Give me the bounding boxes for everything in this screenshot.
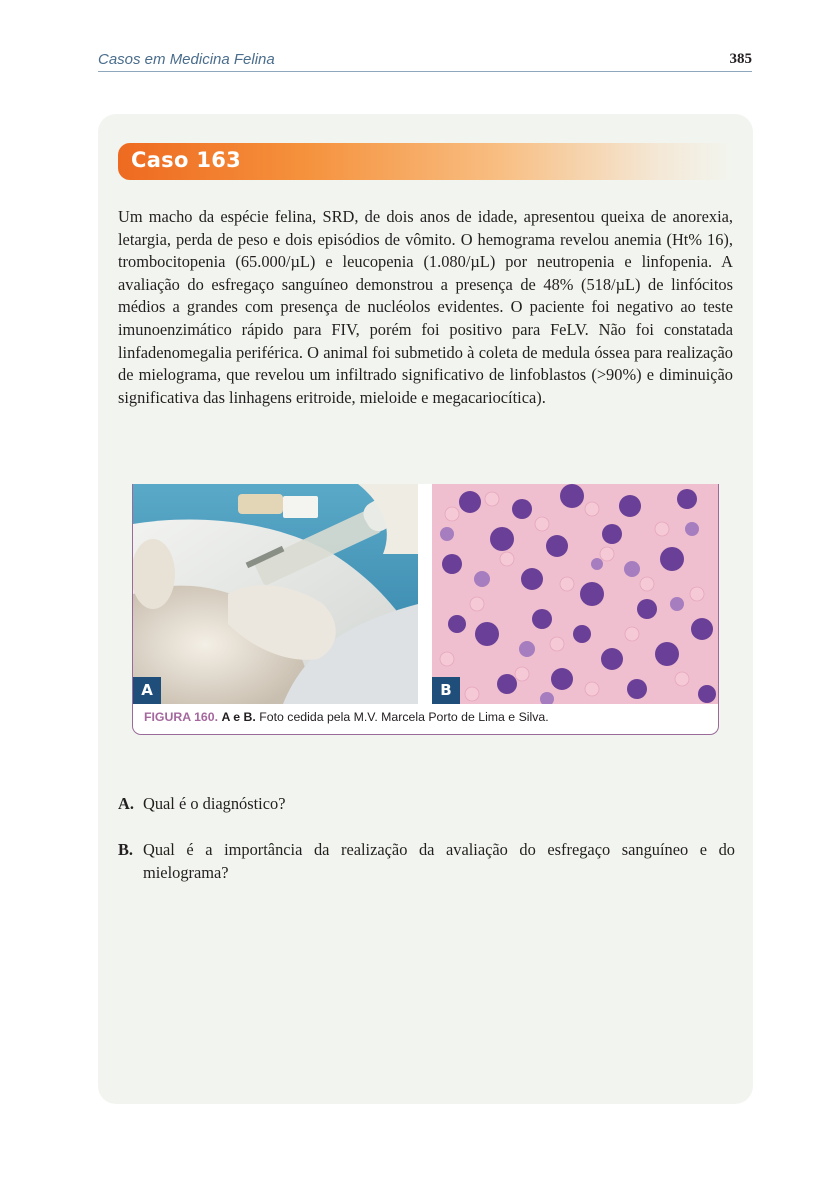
page-number: 385 xyxy=(729,51,752,67)
case-title: Caso 163 xyxy=(131,148,242,172)
figure-photo-b xyxy=(432,484,718,704)
question-b xyxy=(118,839,735,884)
figure-panels: A e B. xyxy=(221,710,256,724)
question-b-text: Qual é a importância da realização da avaliação do esfregaço sanguíneo e do mielograma? xyxy=(143,840,735,882)
case-panel xyxy=(98,114,753,1104)
figure-credit: Foto cedida pela M.V. Marcela Porto de Lima e Silva. xyxy=(259,710,549,724)
figure-photo-a xyxy=(133,484,418,704)
figure-label-a: A xyxy=(133,677,161,704)
figure-label-b: B xyxy=(432,677,460,704)
question-b-letter: B. xyxy=(118,840,134,859)
figure xyxy=(132,484,719,735)
figure-caption xyxy=(144,710,549,724)
figure-number: FIGURA 160. xyxy=(144,710,219,724)
running-title: Casos em Medicina Felina xyxy=(98,51,275,68)
question-a-text: Qual é o diagnóstico? xyxy=(143,794,286,813)
question-a-letter: A. xyxy=(118,794,134,813)
header-rule xyxy=(98,71,752,72)
question-a xyxy=(118,793,735,816)
case-banner xyxy=(118,143,733,180)
case-description: Um macho da espécie felina, SRD, de dois anos de idade, apresentou queixa de anorexia, letargia, perda de peso e dois episódios de vômito. O hemograma revelou anemia (Ht% 16), trombocitopenia (65.000/µL) e leucopenia (1.080/µL) por neutropenia e linfopenia. A avaliação do esfregaço sanguíneo demonstrou a presença de 48% (518/µL) de linfócitos médios a grandes com presença de nucléolos evidentes. O paciente foi negativo ao teste imunoenzimático rápido para FIV, porém foi positivo para FeLV. Não foi constatada linfadenomegalia periférica. O animal foi submetido à coleta de medula óssea para realização de mielograma, que revelou um infiltrado significativo de linfoblastos (>90%) e diminuição significativa das linhagens eritroide, mieloide e megacariocítica). xyxy=(118,207,733,407)
